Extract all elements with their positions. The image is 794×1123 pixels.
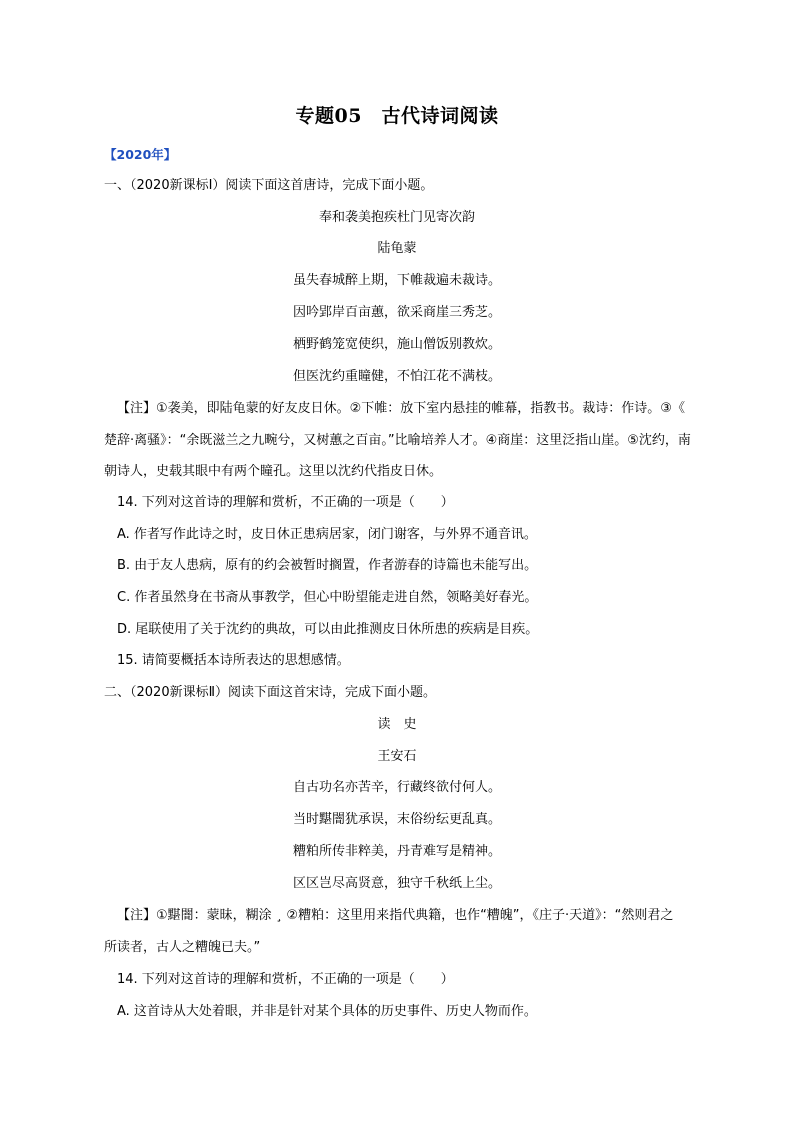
section1-question-15: 15. 请简要概括本诗所表达的思想感情。	[117, 653, 350, 668]
section1-note-line: 朝诗人，史载其眼中有两个瞳孔。这里以沈约代指皮日休。	[104, 464, 443, 479]
section1-poem-line: 但医沈约重瞳健，不怕江花不满枝。	[292, 369, 501, 384]
section2-poem-line: 糟粕所传非粹美，丹青难写是精神。	[292, 844, 501, 859]
section1-option-d: D. 尾联使用了关于沈约的典故，可以由此推测皮日休所患的疾病是目疾。	[117, 622, 539, 637]
section2-note-line: 所读者，古人之糟魄已夫。”	[104, 940, 261, 955]
section1-note-line: 楚辞·离骚》：“余既滋兰之九畹兮，又树蕙之百亩。”比喻培养人才。④商崖：这里泛指山崖。⑤沈约，南	[104, 433, 691, 448]
section2-option-a: A. 这首诗从大处着眼，并非是针对某个具体的历史事件、历史人物而作。	[117, 1004, 537, 1019]
section2-poem-title: 读 史	[377, 717, 417, 732]
section2-poem-line: 区区岂尽高贤意，独守千秋纸上尘。	[292, 876, 501, 891]
section1-poem-line: 虽失春城醉上期，下帷裁遍未裁诗。	[292, 273, 501, 288]
section1-poem-author: 陆龟蒙	[377, 241, 417, 256]
section1-poem-line: 栖野鹤笼宽使织，施山僧饭别教炊。	[292, 337, 501, 352]
section1-intro: 一、（2020新课标Ⅰ）阅读下面这首唐诗，完成下面小题。	[104, 178, 434, 193]
section2-question-14: 14. 下列对这首诗的理解和赏析，不正确的一项是（ ）	[117, 972, 454, 987]
section1-question-14: 14. 下列对这首诗的理解和赏析，不正确的一项是（ ）	[117, 495, 454, 510]
section2-note-line: 【注】①黮闇：蒙昧，糊涂 ¸ ②糟粕：这里用来指代典籍，也作“糟魄”，《庄子·天道》：“然则君之	[117, 908, 674, 923]
section1-option-c: C. 作者虽然身在书斋从事教学，但心中盼望能走进自然，领略美好春光。	[117, 590, 538, 605]
section1-option-a: A. 作者写作此诗之时，皮日休正患病居家，闭门谢客，与外界不通音讯。	[117, 527, 537, 542]
section2-poem-line: 自古功名亦苦辛，行藏终欲付何人。	[292, 780, 501, 795]
page-title: 专题05 古代诗词阅读	[295, 105, 499, 127]
section1-poem-title: 奉和袭美抱疾杜门见寄次韵	[318, 210, 475, 225]
section2-poem-line: 当时黮闇犹承误，末俗纷纭更乱真。	[292, 812, 501, 827]
section1-option-b: B. 由于友人患病，原有的约会被暂时搁置，作者游春的诗篇也未能写出。	[117, 558, 538, 573]
section2-intro: 二、（2020新课标Ⅱ）阅读下面这首宋诗，完成下面小题。	[104, 685, 436, 700]
section1-note-line: 【注】①袭美，即陆龟蒙的好友皮日休。②下帷：放下室内悬挂的帷幕，指教书。裁诗：作诗。③《	[117, 401, 685, 416]
section1-poem-line: 因吟郢岸百亩蕙，欲采商崖三秀芝。	[292, 305, 501, 320]
section2-poem-author: 王安石	[377, 749, 417, 764]
year-tag: 【2020年】	[104, 147, 177, 162]
